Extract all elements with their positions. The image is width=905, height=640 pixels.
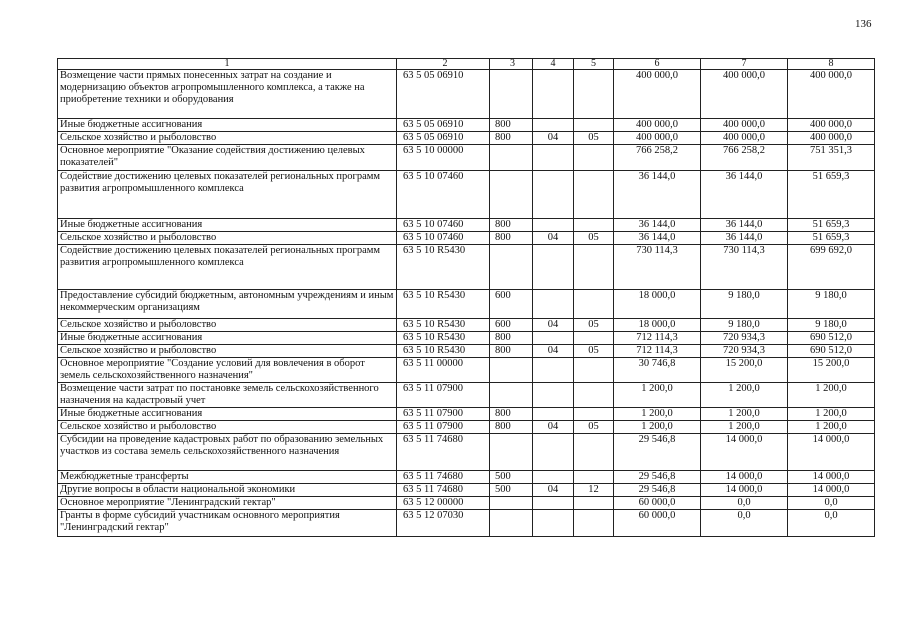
row-amount-col6: 400 000,0 [614,132,701,145]
row-code: 63 5 11 07900 [397,421,490,434]
row-amount-col8: 400 000,0 [788,70,875,119]
table-row [58,332,875,345]
header-col-7: 7 [701,59,788,70]
header-col-1: 1 [58,59,397,70]
row-amount-col8: 699 692,0 [788,245,875,290]
row-amount-col7: 14 000,0 [701,484,788,497]
table-row [58,219,875,232]
row-amount-col8: 14 000,0 [788,484,875,497]
table-header-row [58,59,875,70]
row-amount-col8: 0,0 [788,497,875,510]
row-expense-type [490,70,533,119]
row-amount-col8: 690 512,0 [788,345,875,358]
row-name: Возмещение части затрат по постановке земель сельскохозяйственного назначения на кадастровый учет [58,383,397,408]
row-amount-col7: 0,0 [701,510,788,537]
row-amount-col7: 1 200,0 [701,421,788,434]
row-amount-col8: 690 512,0 [788,332,875,345]
row-code: 63 5 05 06910 [397,119,490,132]
row-amount-col6: 766 258,2 [614,145,701,171]
row-amount-col8: 15 200,0 [788,358,875,383]
row-name: Сельское хозяйство и рыболовство [58,132,397,145]
header-col-3: 3 [490,59,533,70]
row-name: Содействие достижению целевых показателей региональных программ развития агропромышленного комплекса [58,245,397,290]
row-subsection: 05 [574,319,614,332]
table-row [58,471,875,484]
row-name: Основное мероприятие "Ленинградский гектар" [58,497,397,510]
row-code: 63 5 10 07460 [397,171,490,219]
row-code: 63 5 10 R5430 [397,345,490,358]
table-row [58,421,875,434]
row-code: 63 5 10 00000 [397,145,490,171]
row-amount-col8: 14 000,0 [788,434,875,471]
row-expense-type [490,383,533,408]
row-section: 04 [533,132,574,145]
row-amount-col6: 712 114,3 [614,345,701,358]
row-name: Возмещение части прямых понесенных затрат на создание и модернизацию объектов агропромышленного комплекса, а также на приобретение техники и оборудования [58,70,397,119]
row-amount-col8: 9 180,0 [788,319,875,332]
row-amount-col6: 29 546,8 [614,434,701,471]
table-row [58,434,875,471]
row-subsection [574,434,614,471]
row-amount-col6: 730 114,3 [614,245,701,290]
row-amount-col8: 0,0 [788,510,875,537]
row-expense-type: 800 [490,332,533,345]
row-code: 63 5 11 00000 [397,358,490,383]
row-code: 63 5 10 R5430 [397,290,490,319]
row-name: Сельское хозяйство и рыболовство [58,319,397,332]
header-col-5: 5 [574,59,614,70]
row-amount-col7: 9 180,0 [701,319,788,332]
row-section [533,358,574,383]
row-amount-col6: 18 000,0 [614,319,701,332]
table-row [58,245,875,290]
table-row [58,497,875,510]
row-section [533,434,574,471]
row-name: Иные бюджетные ассигнования [58,119,397,132]
row-code: 63 5 10 R5430 [397,319,490,332]
row-amount-col6: 30 746,8 [614,358,701,383]
page-number: 136 [855,18,872,30]
row-section: 04 [533,319,574,332]
row-code: 63 5 10 07460 [397,219,490,232]
row-amount-col7: 720 934,3 [701,345,788,358]
row-amount-col7: 36 144,0 [701,232,788,245]
table-row [58,171,875,219]
row-expense-type: 800 [490,132,533,145]
row-expense-type: 600 [490,290,533,319]
row-subsection [574,70,614,119]
row-expense-type: 500 [490,484,533,497]
row-amount-col8: 1 200,0 [788,408,875,421]
row-expense-type: 600 [490,319,533,332]
budget-table [57,58,875,537]
row-amount-col8: 1 200,0 [788,383,875,408]
row-amount-col7: 14 000,0 [701,434,788,471]
table-row [58,358,875,383]
row-expense-type: 800 [490,408,533,421]
row-amount-col6: 1 200,0 [614,408,701,421]
row-amount-col6: 60 000,0 [614,510,701,537]
header-col-6: 6 [614,59,701,70]
row-section [533,219,574,232]
row-subsection [574,171,614,219]
row-expense-type [490,245,533,290]
row-expense-type: 800 [490,232,533,245]
row-amount-col7: 730 114,3 [701,245,788,290]
row-amount-col7: 400 000,0 [701,119,788,132]
row-section [533,497,574,510]
table-row [58,145,875,171]
row-section [533,145,574,171]
row-amount-col8: 51 659,3 [788,171,875,219]
row-amount-col8: 14 000,0 [788,471,875,484]
row-amount-col7: 766 258,2 [701,145,788,171]
row-section: 04 [533,484,574,497]
row-subsection [574,332,614,345]
row-amount-col6: 36 144,0 [614,219,701,232]
row-amount-col6: 400 000,0 [614,70,701,119]
row-amount-col7: 1 200,0 [701,383,788,408]
table-row [58,70,875,119]
row-name: Гранты в форме субсидий участникам основного мероприятия "Ленинградский гектар" [58,510,397,537]
row-amount-col8: 400 000,0 [788,119,875,132]
row-section [533,471,574,484]
row-expense-type [490,145,533,171]
table-row [58,345,875,358]
row-code: 63 5 11 74680 [397,471,490,484]
row-section [533,290,574,319]
row-expense-type: 800 [490,219,533,232]
row-subsection: 12 [574,484,614,497]
row-amount-col8: 9 180,0 [788,290,875,319]
table-row [58,319,875,332]
row-code: 63 5 11 74680 [397,434,490,471]
row-section [533,245,574,290]
row-amount-col7: 9 180,0 [701,290,788,319]
row-code: 63 5 10 R5430 [397,245,490,290]
row-section [533,119,574,132]
row-expense-type [490,434,533,471]
row-name: Другие вопросы в области национальной экономики [58,484,397,497]
row-subsection [574,358,614,383]
row-amount-col6: 18 000,0 [614,290,701,319]
table-row [58,510,875,537]
row-subsection [574,408,614,421]
row-amount-col7: 14 000,0 [701,471,788,484]
row-code: 63 5 10 R5430 [397,332,490,345]
row-expense-type [490,171,533,219]
row-code: 63 5 12 07030 [397,510,490,537]
row-section [533,70,574,119]
row-amount-col8: 1 200,0 [788,421,875,434]
row-name: Основное мероприятие "Оказание содействия достижению целевых показателей" [58,145,397,171]
row-amount-col7: 15 200,0 [701,358,788,383]
row-subsection [574,383,614,408]
row-name: Сельское хозяйство и рыболовство [58,345,397,358]
row-amount-col8: 51 659,3 [788,219,875,232]
row-name: Предоставление субсидий бюджетным, автономным учреждениям и иным некоммерческим организациям [58,290,397,319]
row-subsection [574,119,614,132]
row-subsection [574,510,614,537]
row-amount-col6: 29 546,8 [614,471,701,484]
row-section: 04 [533,345,574,358]
row-amount-col7: 1 200,0 [701,408,788,421]
row-section [533,383,574,408]
table-row [58,484,875,497]
row-subsection: 05 [574,421,614,434]
row-expense-type: 500 [490,471,533,484]
table-row [58,383,875,408]
row-code: 63 5 05 06910 [397,70,490,119]
row-name: Основное мероприятие "Создание условий для вовлечения в оборот земель сельскохозяйственного назначения" [58,358,397,383]
row-expense-type: 800 [490,421,533,434]
row-subsection [574,471,614,484]
row-section [533,332,574,345]
row-amount-col8: 400 000,0 [788,132,875,145]
row-code: 63 5 11 74680 [397,484,490,497]
row-amount-col7: 720 934,3 [701,332,788,345]
row-expense-type [490,510,533,537]
row-amount-col6: 36 144,0 [614,232,701,245]
row-amount-col6: 60 000,0 [614,497,701,510]
row-section [533,510,574,537]
row-subsection [574,245,614,290]
row-subsection [574,145,614,171]
row-name: Иные бюджетные ассигнования [58,219,397,232]
row-expense-type [490,358,533,383]
row-section [533,408,574,421]
row-name: Субсидии на проведение кадастровых работ по образованию земельных участков из состава земель сельскохозяйственного назначения [58,434,397,471]
table-row [58,290,875,319]
table-row [58,132,875,145]
row-name: Иные бюджетные ассигнования [58,408,397,421]
row-amount-col7: 400 000,0 [701,70,788,119]
row-amount-col6: 36 144,0 [614,171,701,219]
row-name: Сельское хозяйство и рыболовство [58,232,397,245]
row-amount-col6: 400 000,0 [614,119,701,132]
row-subsection: 05 [574,345,614,358]
row-amount-col8: 51 659,3 [788,232,875,245]
row-name: Сельское хозяйство и рыболовство [58,421,397,434]
row-expense-type: 800 [490,119,533,132]
row-code: 63 5 10 07460 [397,232,490,245]
row-amount-col6: 1 200,0 [614,421,701,434]
row-amount-col6: 712 114,3 [614,332,701,345]
row-name: Содействие достижению целевых показателей региональных программ развития агропромышленного комплекса [58,171,397,219]
row-expense-type: 800 [490,345,533,358]
row-section: 04 [533,421,574,434]
row-amount-col7: 36 144,0 [701,171,788,219]
row-code: 63 5 11 07900 [397,408,490,421]
table-row [58,408,875,421]
header-col-2: 2 [397,59,490,70]
row-code: 63 5 12 00000 [397,497,490,510]
row-name: Иные бюджетные ассигнования [58,332,397,345]
row-amount-col6: 29 546,8 [614,484,701,497]
row-subsection [574,219,614,232]
row-section [533,171,574,219]
row-name: Межбюджетные трансферты [58,471,397,484]
row-amount-col7: 400 000,0 [701,132,788,145]
table-row [58,119,875,132]
row-expense-type [490,497,533,510]
row-subsection: 05 [574,132,614,145]
row-code: 63 5 11 07900 [397,383,490,408]
row-code: 63 5 05 06910 [397,132,490,145]
row-amount-col6: 1 200,0 [614,383,701,408]
row-section: 04 [533,232,574,245]
row-subsection [574,497,614,510]
row-subsection [574,290,614,319]
header-col-4: 4 [533,59,574,70]
table-row [58,232,875,245]
row-amount-col7: 0,0 [701,497,788,510]
header-col-8: 8 [788,59,875,70]
row-amount-col8: 751 351,3 [788,145,875,171]
row-amount-col7: 36 144,0 [701,219,788,232]
row-subsection: 05 [574,232,614,245]
